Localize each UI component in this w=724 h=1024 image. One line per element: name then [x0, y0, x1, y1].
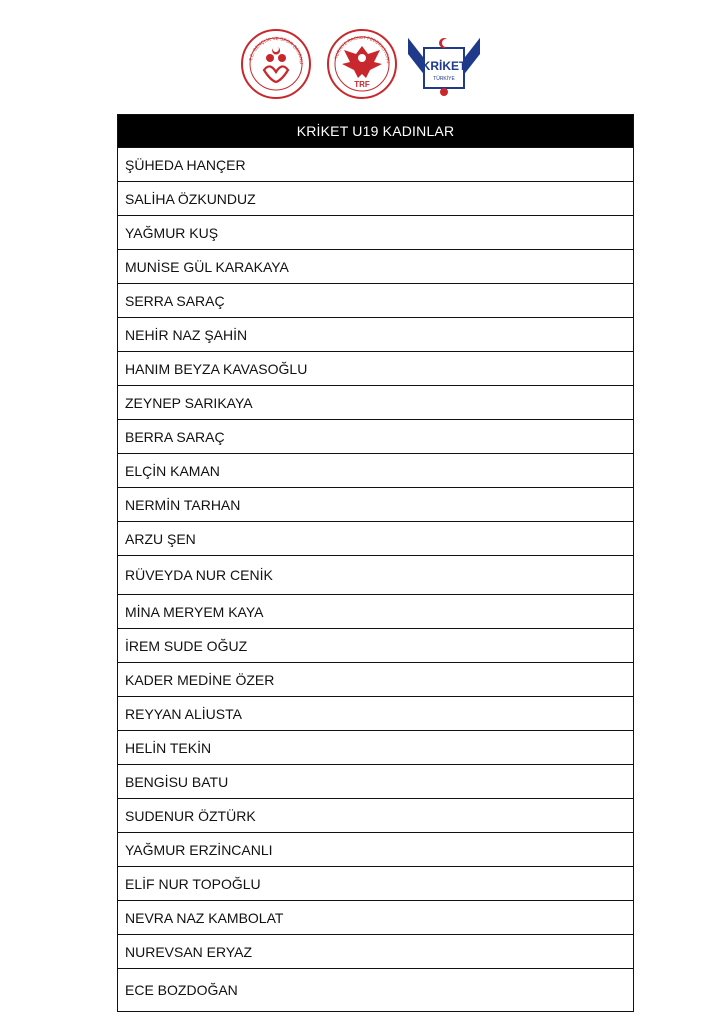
player-name: MİNA MERYEM KAYA	[118, 595, 634, 629]
player-name: İREM SUDE OĞUZ	[118, 629, 634, 663]
player-name: NEHİR NAZ ŞAHİN	[118, 318, 634, 352]
player-name: NEVRA NAZ KAMBOLAT	[118, 901, 634, 935]
player-name: HANIM BEYZA KAVASOĞLU	[118, 352, 634, 386]
player-name: ELÇİN KAMAN	[118, 454, 634, 488]
player-name: REYYAN ALİUSTA	[118, 697, 634, 731]
roster-table	[117, 114, 634, 1012]
player-name: ARZU ŞEN	[118, 522, 634, 556]
ministry-youth-sports-seal-icon	[240, 28, 312, 100]
player-name: BERRA SARAÇ	[118, 420, 634, 454]
player-name: RÜVEYDA NUR CENİK	[118, 556, 634, 595]
player-name: MUNİSE GÜL KARAKAYA	[118, 250, 634, 284]
player-name: ŞÜHEDA HANÇER	[118, 148, 634, 182]
player-name: YAĞMUR ERZİNCANLI	[118, 833, 634, 867]
player-name: SALİHA ÖZKUNDUZ	[118, 182, 634, 216]
player-name: ECE BOZDOĞAN	[118, 969, 634, 1012]
roster-title: KRİKET U19 KADINLAR	[118, 115, 634, 148]
svg-text:TRF: TRF	[354, 80, 370, 89]
player-name: SUDENUR ÖZTÜRK	[118, 799, 634, 833]
player-name: YAĞMUR KUŞ	[118, 216, 634, 250]
kriket-turkiye-crossed-bats-icon	[408, 30, 480, 100]
player-name: ELİF NUR TOPOĞLU	[118, 867, 634, 901]
player-name: HELİN TEKİN	[118, 731, 634, 765]
player-name: BENGİSU BATU	[118, 765, 634, 799]
header-logos	[0, 28, 724, 104]
player-name: ZEYNEP SARIKAYA	[118, 386, 634, 420]
player-name: NUREVSAN ERYAZ	[118, 935, 634, 969]
svg-text:T.C. GENÇLİK VE SPOR BAKANLIĞI: T.C. GENÇLİK VE SPOR BAKANLI	[248, 35, 305, 65]
player-name: KADER MEDİNE ÖZER	[118, 663, 634, 697]
svg-text:KRİKET: KRİKET	[421, 59, 467, 73]
svg-text:TÜRKİYE RACKET FEDERASYONU: TÜRKİYE RACKET FEDERASYONU	[333, 34, 392, 64]
player-name: NERMİN TARHAN	[118, 488, 634, 522]
player-name: SERRA SARAÇ	[118, 284, 634, 318]
svg-text:TÜRKİYE: TÜRKİYE	[433, 76, 455, 82]
turkiye-racket-federation-eagle-icon	[326, 28, 398, 100]
